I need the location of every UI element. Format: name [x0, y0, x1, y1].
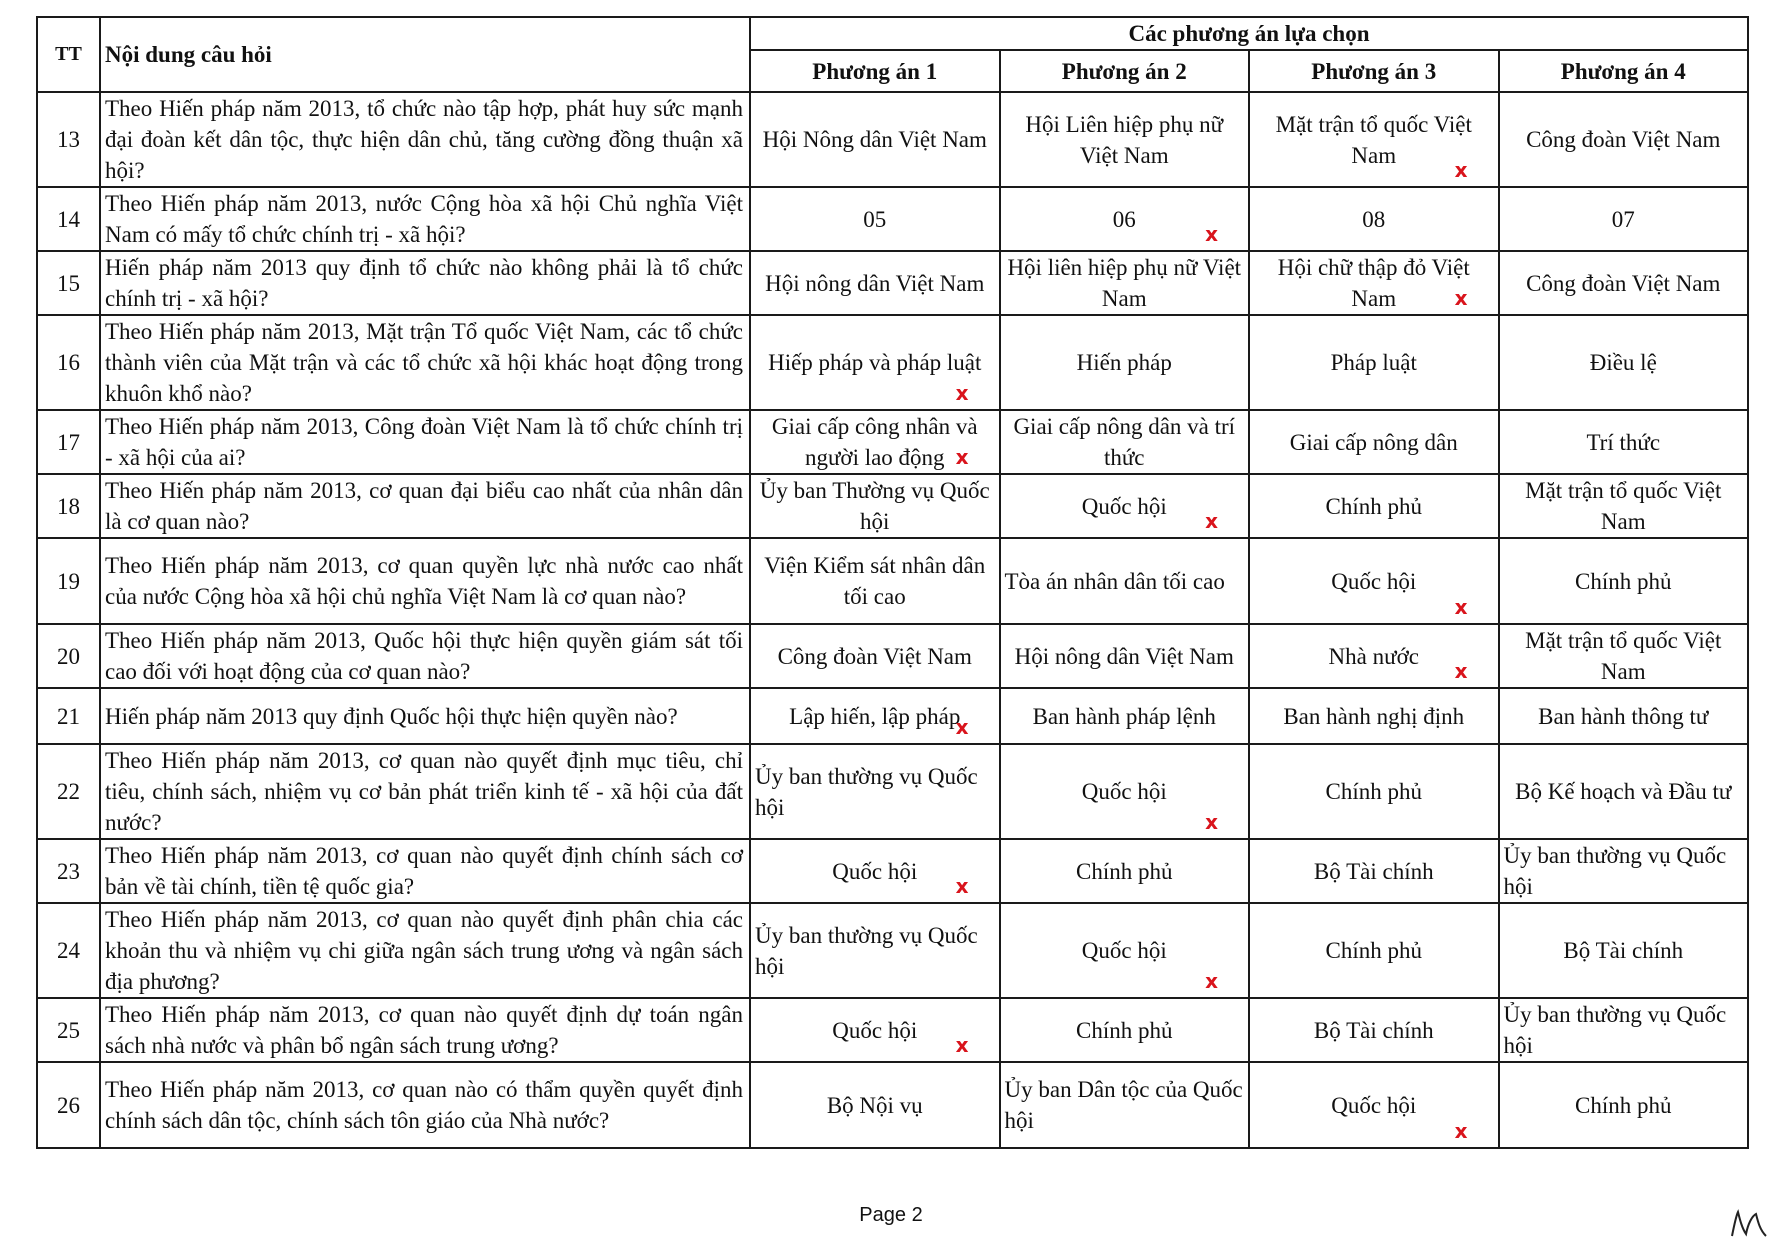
option-cell	[1499, 998, 1749, 1062]
option-text: Quốc hội	[1331, 568, 1417, 594]
question-text: Theo Hiến pháp năm 2013, cơ quan quyền lực nhà nước cao nhất của nước Cộng hòa xã hội chủ nghĩa Việt Nam là cơ quan nào?	[100, 538, 750, 624]
option-text: Chính phủ	[1325, 779, 1422, 804]
option-text: Chính phủ	[1325, 938, 1422, 963]
table-row	[37, 744, 1748, 839]
option-text: Ủy ban thường vụ Quốc hội	[755, 922, 978, 979]
option-text: Hiến pháp	[1076, 350, 1172, 375]
option-cell	[1249, 474, 1499, 538]
table-row	[37, 410, 1748, 474]
question-number: 13	[37, 92, 100, 187]
option-cell	[1249, 744, 1499, 839]
question-number: 23	[37, 839, 100, 903]
table-row	[37, 251, 1748, 315]
option-cell	[750, 688, 1000, 744]
answer-mark: x	[1205, 810, 1218, 834]
option-text: Quốc hội	[1081, 493, 1167, 519]
option-cell	[1249, 187, 1499, 251]
question-text: Theo Hiến pháp năm 2013, cơ quan đại biểu cao nhất của nhân dân là cơ quan nào?	[100, 474, 750, 538]
header-option-3: Phương án 3	[1249, 50, 1499, 92]
option-text: 07	[1611, 206, 1635, 232]
option-cell	[750, 903, 1000, 998]
table-row	[37, 839, 1748, 903]
option-text: Giai cấp nông dân	[1289, 429, 1458, 455]
option-text: Ủy ban thường vụ Quốc hội	[755, 763, 978, 820]
option-text: Ủy ban Thường vụ Quốc hội	[759, 478, 990, 534]
option-text: Chính phủ	[1575, 1092, 1672, 1118]
option-cell	[1000, 474, 1250, 538]
option-text: Mặt trận tổ quốc Việt Nam	[1525, 628, 1722, 684]
header-option-2: Phương án 2	[1000, 50, 1250, 92]
answer-mark: x	[955, 1033, 969, 1057]
question-number: 21	[37, 688, 100, 744]
option-text: 08	[1362, 206, 1386, 232]
table-row	[37, 688, 1748, 744]
option-cell	[1249, 1062, 1499, 1148]
option-cell	[1000, 998, 1250, 1062]
option-text: Hiếp pháp và pháp luật	[768, 350, 982, 375]
table-row	[37, 474, 1748, 538]
question-text: Theo Hiến pháp năm 2013, nước Cộng hòa xã hội Chủ nghĩa Việt Nam có mấy tổ chức chính trị - xã hội?	[100, 187, 750, 251]
question-number: 22	[37, 744, 100, 839]
question-number: 16	[37, 315, 100, 410]
option-cell	[1000, 624, 1250, 688]
question-text: Hiến pháp năm 2013 quy định Quốc hội thực hiện quyền nào?	[100, 688, 750, 744]
answer-mark: x	[955, 874, 969, 898]
option-cell	[1249, 538, 1499, 624]
option-cell	[750, 251, 1000, 315]
option-cell	[1000, 538, 1250, 624]
option-text: Ủy ban thường vụ Quốc hội	[1503, 1002, 1727, 1058]
option-text: Chính phủ	[1076, 858, 1173, 884]
answer-mark: x	[1454, 286, 1468, 310]
table-row	[37, 538, 1748, 624]
answer-mark: x	[1454, 659, 1468, 683]
option-text: Pháp luật	[1330, 350, 1417, 375]
option-cell	[1000, 1062, 1250, 1148]
header-tt: TT	[37, 17, 100, 92]
option-cell	[750, 839, 1000, 903]
option-cell	[1499, 474, 1749, 538]
question-number: 14	[37, 187, 100, 251]
option-cell	[1499, 1062, 1749, 1148]
answer-mark: x	[955, 715, 969, 739]
option-text: Quốc hội	[1081, 779, 1167, 804]
question-text: Theo Hiến pháp năm 2013, Quốc hội thực hiện quyền giám sát tối cao đối với hoạt động của cơ quan nào?	[100, 624, 750, 688]
option-cell	[1499, 839, 1749, 903]
option-cell	[750, 474, 1000, 538]
option-cell	[750, 410, 1000, 474]
option-cell	[1000, 315, 1250, 410]
option-cell	[1499, 251, 1749, 315]
option-cell	[1000, 251, 1250, 315]
option-cell	[1499, 624, 1749, 688]
option-cell	[1249, 624, 1499, 688]
question-number: 20	[37, 624, 100, 688]
option-cell	[750, 187, 1000, 251]
option-cell	[750, 624, 1000, 688]
option-text: Bộ Tài chính	[1563, 938, 1684, 963]
option-text: Hội nông dân Việt Nam	[1014, 643, 1234, 669]
option-text: Bộ Nội vụ	[826, 1092, 923, 1118]
answer-mark: x	[955, 381, 969, 405]
option-text: Tòa án nhân dân tối cao	[1004, 568, 1225, 594]
option-text: Hội nông dân Việt Nam	[765, 270, 985, 296]
option-text: Bộ Tài chính	[1313, 1017, 1434, 1043]
option-cell	[1249, 315, 1499, 410]
header-question: Nội dung câu hỏi	[100, 17, 750, 92]
option-cell	[1000, 688, 1250, 744]
option-cell	[1249, 903, 1499, 998]
option-text: Nhà nước	[1328, 643, 1419, 669]
question-text: Theo Hiến pháp năm 2013, Công đoàn Việt Nam là tổ chức chính trị - xã hội của ai?	[100, 410, 750, 474]
question-number: 19	[37, 538, 100, 624]
option-text: Chính phủ	[1076, 1017, 1173, 1043]
table-row	[37, 315, 1748, 410]
option-cell	[1000, 410, 1250, 474]
option-cell	[1499, 410, 1749, 474]
option-cell	[1499, 688, 1749, 744]
option-text: Quốc hội	[1331, 1092, 1417, 1118]
option-text: Mặt trận tổ quốc Việt Nam	[1525, 478, 1722, 534]
option-text: Hội liên hiệp phụ nữ Việt Nam	[1007, 255, 1242, 311]
option-text: Hội Liên hiệp phụ nữ Việt Nam	[1025, 111, 1224, 168]
option-text: Công đoàn Việt Nam	[777, 643, 972, 669]
answer-mark: x	[1454, 595, 1468, 619]
header-option-1: Phương án 1	[750, 50, 1000, 92]
header-options-group: Các phương án lựa chọn	[750, 17, 1748, 50]
option-text: Quốc hội	[832, 1017, 918, 1043]
option-cell	[1000, 744, 1250, 839]
option-cell	[1499, 92, 1749, 187]
option-text: 05	[863, 206, 887, 232]
option-text: Trí thức	[1586, 429, 1661, 455]
option-text: Giai cấp nông dân và trí thức	[1013, 414, 1236, 470]
option-cell	[750, 538, 1000, 624]
question-text: Hiến pháp năm 2013 quy định tổ chức nào không phải là tổ chức chính trị - xã hội?	[100, 251, 750, 315]
option-cell	[1249, 410, 1499, 474]
question-table	[36, 16, 1749, 1149]
option-cell	[1499, 538, 1749, 624]
question-text: Theo Hiến pháp năm 2013, cơ quan nào quyết định chính sách cơ bản về tài chính, tiền tệ quốc gia?	[100, 839, 750, 903]
answer-mark: x	[955, 445, 969, 469]
option-cell	[750, 998, 1000, 1062]
option-text: Bộ Tài chính	[1313, 858, 1434, 884]
question-number: 25	[37, 998, 100, 1062]
option-text: Ủy ban thường vụ Quốc hội	[1503, 843, 1727, 899]
option-text: Điều lệ	[1589, 350, 1657, 375]
question-text: Theo Hiến pháp năm 2013, cơ quan nào có thẩm quyền quyết định chính sách dân tộc, chính sách tôn giáo của Nhà nước?	[100, 1062, 750, 1148]
option-text: Bộ Kế hoạch và Đầu tư	[1515, 779, 1732, 804]
option-cell	[1000, 903, 1250, 998]
option-cell	[1499, 187, 1749, 251]
option-cell	[1000, 92, 1250, 187]
option-text: Ủy ban Dân tộc của Quốc hội	[1004, 1077, 1243, 1133]
option-cell	[1499, 744, 1749, 839]
option-text: Ban hành thông tư	[1538, 703, 1709, 729]
question-text: Theo Hiến pháp năm 2013, Mặt trận Tổ quốc Việt Nam, các tổ chức thành viên của Mặt trận và các tổ chức xã hội khác hoạt động trong khuôn khổ nào?	[100, 315, 750, 410]
option-cell	[750, 315, 1000, 410]
question-text: Theo Hiến pháp năm 2013, cơ quan nào quyết định dự toán ngân sách nhà nước và phân bổ ngân sách trung ương?	[100, 998, 750, 1062]
header-option-4: Phương án 4	[1499, 50, 1749, 92]
option-text: Công đoàn Việt Nam	[1526, 270, 1721, 296]
option-text: Ban hành nghị định	[1283, 703, 1465, 729]
question-text: Theo Hiến pháp năm 2013, cơ quan nào quyết định phân chia các khoản thu và nhiệm vụ chi giữa ngân sách trung ương và ngân sách địa phương?	[100, 903, 750, 998]
handwritten-initial-icon	[1728, 1206, 1770, 1242]
option-cell	[1249, 251, 1499, 315]
answer-mark: x	[1454, 158, 1468, 182]
option-text: 06	[1112, 206, 1136, 232]
option-text: Quốc hội	[832, 858, 918, 884]
option-text: Lập hiến, lập pháp	[789, 703, 961, 729]
option-text: Quốc hội	[1081, 938, 1167, 963]
page-number: Page 2	[859, 1204, 923, 1226]
option-cell	[750, 92, 1000, 187]
table-row	[37, 998, 1748, 1062]
option-cell	[1249, 688, 1499, 744]
option-text: Chính phủ	[1575, 568, 1672, 594]
answer-mark: x	[1205, 509, 1218, 533]
option-text: Công đoàn Việt Nam	[1526, 127, 1721, 152]
answer-mark: x	[1454, 1119, 1468, 1143]
option-cell	[750, 1062, 1000, 1148]
table-row	[37, 187, 1748, 251]
table-row	[37, 624, 1748, 688]
answer-mark: x	[1205, 969, 1218, 993]
option-cell	[1249, 998, 1499, 1062]
answer-mark: x	[1205, 222, 1218, 246]
option-text: Chính phủ	[1325, 493, 1422, 519]
table-row	[37, 903, 1748, 998]
option-cell	[1249, 839, 1499, 903]
option-text: Ban hành pháp lệnh	[1032, 703, 1216, 729]
option-cell	[750, 744, 1000, 839]
question-number: 26	[37, 1062, 100, 1148]
question-number: 17	[37, 410, 100, 474]
option-text: Hội chữ thập đỏ Việt Nam	[1277, 255, 1470, 311]
option-cell	[1249, 92, 1499, 187]
option-cell	[1499, 315, 1749, 410]
table-row	[37, 92, 1748, 187]
question-text: Theo Hiến pháp năm 2013, cơ quan nào quyết định mục tiêu, chỉ tiêu, chính sách, nhiệm vụ cơ bản phát triển kinh tế - xã hội của đất nước?	[100, 744, 750, 839]
question-number: 24	[37, 903, 100, 998]
question-number: 15	[37, 251, 100, 315]
question-number: 18	[37, 474, 100, 538]
option-text: Viện Kiểm sát nhân dân tối cao	[764, 553, 986, 609]
question-text: Theo Hiến pháp năm 2013, tổ chức nào tập hợp, phát huy sức mạnh đại đoàn kết dân tộc, thực hiện dân chủ, tăng cường đồng thuận xã hội?	[100, 92, 750, 187]
option-text: Hội Nông dân Việt Nam	[762, 127, 987, 152]
option-cell	[1000, 839, 1250, 903]
option-text: Mặt trận tổ quốc Việt Nam	[1275, 111, 1472, 168]
option-cell	[1000, 187, 1250, 251]
question-table-sheet	[36, 16, 1749, 1149]
table-row	[37, 1062, 1748, 1148]
option-text: Giai cấp công nhân và người lao động	[771, 414, 978, 470]
option-cell	[1499, 903, 1749, 998]
